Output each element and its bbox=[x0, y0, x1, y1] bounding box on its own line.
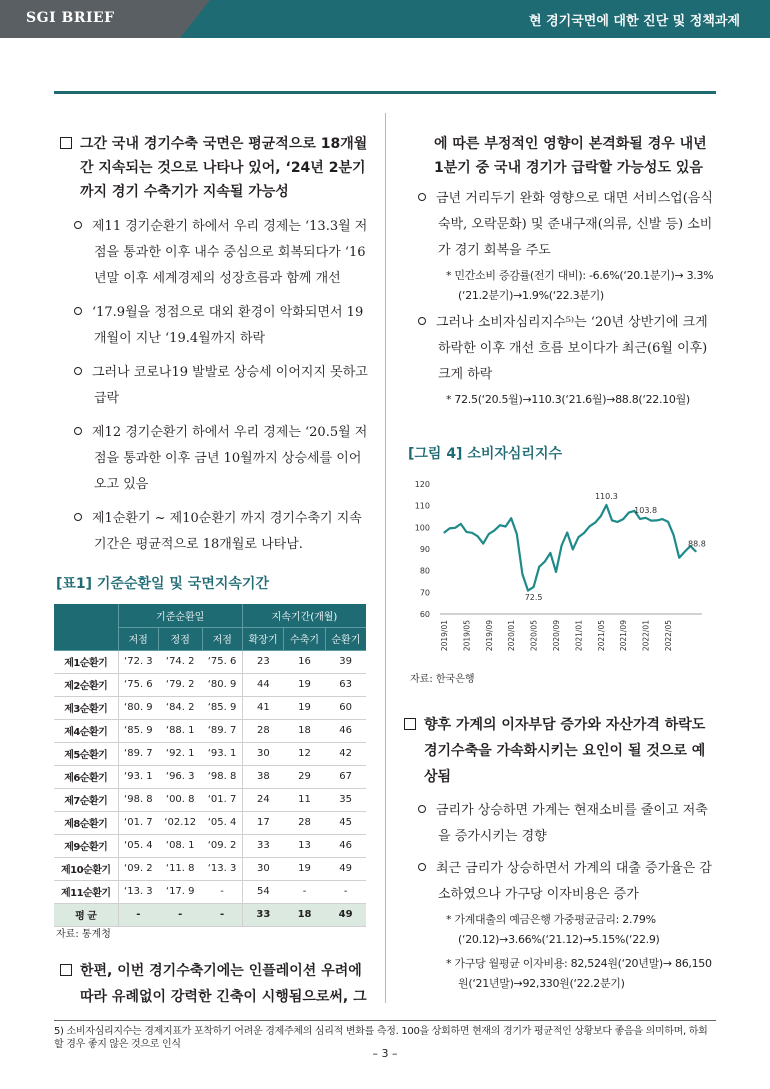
table-caption: [표1] 기준순환일 및 국면지속기간 bbox=[56, 576, 269, 592]
data-point bbox=[505, 526, 506, 527]
square-bullet-icon bbox=[60, 964, 72, 976]
y-tick-label: 60 bbox=[419, 610, 430, 619]
data-point bbox=[679, 557, 680, 558]
table-cell: ‘00. 8 bbox=[158, 788, 202, 811]
table-cell: ‘75. 6 bbox=[202, 650, 242, 673]
table-cell: ‘11. 8 bbox=[158, 857, 202, 880]
circle-bullet-icon bbox=[418, 317, 426, 325]
table-cell: 46 bbox=[325, 719, 366, 742]
row-label: 제8순환기 bbox=[54, 811, 118, 834]
table-cell: 12 bbox=[284, 742, 325, 765]
table-cell: ‘85. 9 bbox=[202, 696, 242, 719]
bullet-item bbox=[402, 798, 718, 850]
data-point bbox=[471, 532, 472, 533]
table-cell: 19 bbox=[284, 857, 325, 880]
row-label: 제7순환기 bbox=[54, 788, 118, 811]
data-point bbox=[639, 518, 640, 519]
right-column-bottom bbox=[402, 712, 718, 994]
data-point bbox=[600, 515, 601, 516]
table-body bbox=[54, 650, 366, 926]
data-point bbox=[466, 531, 467, 532]
bullet-item bbox=[58, 506, 370, 558]
data-point bbox=[578, 537, 579, 538]
table-cell: 29 bbox=[284, 765, 325, 788]
data-point bbox=[494, 530, 495, 531]
chart-caption: [그림 4] 소비자심리지수 bbox=[408, 446, 563, 462]
data-point bbox=[488, 533, 489, 534]
data-point bbox=[527, 590, 528, 591]
table-source: 자료: 통계청 bbox=[56, 929, 111, 940]
table-cell: ‘88. 1 bbox=[158, 719, 202, 742]
table-cell: 39 bbox=[325, 650, 366, 673]
data-point bbox=[684, 551, 685, 552]
main-point-text: 그간 국내 경기수축 국면은 평균적으로 18개월간 지속되는 것으로 나타나 있어, ‘24년 2분기까지 경기 수축기가 지속될 가능성 bbox=[80, 136, 368, 200]
table-cell: 18 bbox=[284, 719, 325, 742]
bullet-text: 제11 경기순환기 하에서 우리 경제는 ‘13.3월 저점을 통과한 이후 내수 중심으로 회복되다가 ‘16년말 이후 세계경제의 성장흐름과 함께 개선 bbox=[92, 219, 368, 286]
header-title: 현 경기국면에 대한 진단 및 정책과제 bbox=[529, 14, 740, 29]
data-point bbox=[544, 561, 545, 562]
data-point bbox=[628, 512, 629, 513]
table-cell: ‘01. 7 bbox=[118, 811, 158, 834]
data-point bbox=[572, 549, 573, 550]
table-cell: 60 bbox=[325, 696, 366, 719]
table-cell: - bbox=[202, 903, 242, 926]
table-row bbox=[54, 650, 366, 673]
table-cell: 46 bbox=[325, 834, 366, 857]
main-point-3 bbox=[402, 712, 718, 790]
bullet-text: 금리가 상승하면 가계는 현재소비를 줄이고 저축을 증가시키는 경향 bbox=[436, 803, 708, 844]
bullet-item bbox=[402, 310, 718, 388]
brand-name: SGI BRIEF bbox=[26, 10, 115, 26]
x-tick-label: 2020/01 bbox=[507, 620, 517, 652]
table-cell: ‘92. 1 bbox=[158, 742, 202, 765]
table-cell: ‘72. 3 bbox=[118, 650, 158, 673]
table-cell: 30 bbox=[242, 857, 283, 880]
row-label: 제4순환기 bbox=[54, 719, 118, 742]
table-group-header: 기준순환일 bbox=[118, 604, 242, 627]
table-cell: ‘93. 1 bbox=[202, 742, 242, 765]
data-point bbox=[583, 532, 584, 533]
table-cell: - bbox=[202, 880, 242, 903]
data-point bbox=[656, 520, 657, 521]
page-number: – 3 – bbox=[372, 1047, 398, 1060]
data-point bbox=[673, 535, 674, 536]
circle-bullet-icon bbox=[418, 193, 426, 201]
table-cell: 33 bbox=[242, 834, 283, 857]
row-label: 제6순환기 bbox=[54, 765, 118, 788]
table-cell: - bbox=[118, 903, 158, 926]
x-tick-label: 2021/05 bbox=[596, 620, 606, 652]
table-column-header: 저점 bbox=[118, 627, 158, 650]
series-line bbox=[444, 505, 696, 591]
data-point bbox=[539, 566, 540, 567]
column-divider bbox=[385, 113, 386, 1003]
table-cell: ‘79. 2 bbox=[158, 673, 202, 696]
table-cell: 23 bbox=[242, 650, 283, 673]
table-cell: ‘85. 9 bbox=[118, 719, 158, 742]
table-row bbox=[54, 673, 366, 696]
table-row bbox=[54, 696, 366, 719]
bullet-text: 최근 금리가 상승하면서 가계의 대출 증가율은 감소하였으나 가구당 이자비용은 증가 bbox=[436, 861, 712, 902]
data-point bbox=[443, 532, 444, 533]
x-tick-label: 2019/01 bbox=[440, 620, 449, 652]
left-column bbox=[58, 132, 370, 558]
table-column-header: 정점 bbox=[158, 627, 202, 650]
table-cell: 11 bbox=[284, 788, 325, 811]
y-tick-label: 120 bbox=[414, 480, 430, 489]
data-point bbox=[561, 545, 562, 546]
row-label: 제3순환기 bbox=[54, 696, 118, 719]
top-rule bbox=[54, 91, 716, 94]
y-tick-label: 100 bbox=[414, 523, 430, 533]
table-row bbox=[54, 880, 366, 903]
note-item: * 가계대출의 예금은행 가중평균금리: 2.79%(‘20.12)→3.66%(‘21.12)→5.15%(‘22.9) bbox=[446, 913, 660, 946]
table-cell: ‘01. 7 bbox=[202, 788, 242, 811]
data-point bbox=[483, 543, 484, 544]
table-row bbox=[54, 834, 366, 857]
table-cell: ‘05. 4 bbox=[202, 811, 242, 834]
note-item: * 가구당 월평균 이자비용: 82,524원(‘20년말)→ 86,150원(‘21년말)→92,330원(‘22.2분기) bbox=[446, 957, 712, 990]
table-cell: 28 bbox=[284, 811, 325, 834]
table-cell: 54 bbox=[242, 880, 283, 903]
data-point bbox=[499, 525, 500, 526]
table-cell: 41 bbox=[242, 696, 283, 719]
table-cell: ‘74. 2 bbox=[158, 650, 202, 673]
table-row bbox=[54, 857, 366, 880]
table-cell: 19 bbox=[284, 673, 325, 696]
square-bullet-icon bbox=[60, 137, 72, 149]
table-cell: 28 bbox=[242, 719, 283, 742]
table-cell: - bbox=[284, 880, 325, 903]
table-cell: 67 bbox=[325, 765, 366, 788]
circle-bullet-icon bbox=[418, 805, 426, 813]
y-tick-label: 80 bbox=[419, 566, 430, 576]
consumer-sentiment-chart bbox=[400, 470, 712, 670]
row-label: 제9순환기 bbox=[54, 834, 118, 857]
table-cell: ‘13. 3 bbox=[118, 880, 158, 903]
data-point bbox=[533, 586, 534, 587]
data-point bbox=[555, 571, 556, 572]
footnote: 5) 소비자심리지수는 경제지표가 포착하기 어려운 경제주체의 심리적 변화를 측정. 100을 상회하면 현재의 경기가 평균적인 상황보다 좋음을 의미하며, 하회할 경우 좋지 않은 것으로 인식 bbox=[54, 1020, 716, 1051]
table-cell: ‘80. 9 bbox=[202, 673, 242, 696]
table-cell: - bbox=[325, 880, 366, 903]
bullet-text: ‘17.9월을 정점으로 대외 환경이 악화되면서 19개월이 지난 ‘19.4월까지 하락 bbox=[92, 305, 364, 346]
main-point bbox=[58, 132, 370, 204]
table-cell: - bbox=[158, 903, 202, 926]
x-tick-label: 2019/05 bbox=[462, 620, 472, 652]
table-cell: ‘98. 8 bbox=[202, 765, 242, 788]
business-cycle-table bbox=[54, 604, 366, 927]
data-point bbox=[617, 521, 618, 522]
y-tick-label: 110 bbox=[414, 501, 430, 511]
bullet-item bbox=[58, 300, 370, 352]
data-point bbox=[455, 527, 456, 528]
data-point bbox=[645, 517, 646, 518]
data-point bbox=[606, 504, 607, 505]
continued-text-body: 에 따른 부정적인 영향이 본격화될 경우 내년 1분기 중 국내 경기가 급락할 가능성도 있음 bbox=[434, 136, 707, 176]
table-column-header: 저점 bbox=[202, 627, 242, 650]
bullet-text: 그러나 소비자심리지수⁵⁾는 ‘20년 상반기에 크게 하락한 이후 개선 흐름 보이다가 최근(6월 이후) 크게 하락 bbox=[436, 315, 708, 382]
table-cell: 38 bbox=[242, 765, 283, 788]
main-point-text: 향후 가계의 이자부담 증가와 자산가격 하락도 경기수축을 가속화시키는 요인이 될 것으로 예상됨 bbox=[424, 717, 706, 785]
data-label: 110.3 bbox=[594, 492, 618, 502]
table-cell: ‘89. 7 bbox=[118, 742, 158, 765]
table-row bbox=[54, 719, 366, 742]
x-tick-label: 2022/05 bbox=[664, 620, 673, 652]
table-cell: 45 bbox=[325, 811, 366, 834]
data-point bbox=[460, 523, 461, 524]
data-point bbox=[511, 518, 512, 519]
circle-bullet-icon bbox=[74, 367, 82, 375]
table-cell: 49 bbox=[325, 857, 366, 880]
data-point bbox=[651, 520, 652, 521]
data-point bbox=[611, 520, 612, 521]
table-cell: 63 bbox=[325, 673, 366, 696]
bullet-item bbox=[58, 420, 370, 498]
row-label: 제10순환기 bbox=[54, 857, 118, 880]
data-label: 103.8 bbox=[634, 506, 658, 516]
table-cell: 35 bbox=[325, 788, 366, 811]
data-point bbox=[477, 536, 478, 537]
table-cell: ‘80. 9 bbox=[118, 696, 158, 719]
data-point bbox=[695, 551, 696, 552]
table-cell: ‘84. 2 bbox=[158, 696, 202, 719]
circle-bullet-icon bbox=[74, 307, 82, 315]
table-cell: ‘93. 1 bbox=[118, 765, 158, 788]
data-point bbox=[667, 521, 668, 522]
data-label: 88.8 bbox=[688, 539, 706, 549]
bullet-item bbox=[58, 360, 370, 412]
row-label: 제5순환기 bbox=[54, 742, 118, 765]
data-point bbox=[662, 519, 663, 520]
y-tick-label: 70 bbox=[419, 588, 430, 598]
data-point bbox=[449, 528, 450, 529]
x-tick-label: 2020/05 bbox=[529, 620, 539, 652]
table-corner bbox=[54, 604, 118, 650]
row-label: 제2순환기 bbox=[54, 673, 118, 696]
table-cell: ‘02.12 bbox=[158, 811, 202, 834]
table-row bbox=[54, 811, 366, 834]
table-cell: 13 bbox=[284, 834, 325, 857]
circle-bullet-icon bbox=[418, 863, 426, 871]
data-label: 72.5 bbox=[524, 592, 543, 602]
table-cell: 42 bbox=[325, 742, 366, 765]
table-cell: 44 bbox=[242, 673, 283, 696]
table-cell: ‘09. 2 bbox=[202, 834, 242, 857]
data-point bbox=[589, 526, 590, 527]
bullet-text: 제1순환기 ~ 제10순환기 까지 경기수축기 지속기간은 평균적으로 18개월로 나타남. bbox=[92, 511, 362, 552]
table-cell: 17 bbox=[242, 811, 283, 834]
table-group-header: 지속기간(개월) bbox=[242, 604, 366, 627]
table-cell: 30 bbox=[242, 742, 283, 765]
table-cell: ‘75. 6 bbox=[118, 673, 158, 696]
bullet-text: 제12 경기순환기 하에서 우리 경제는 ‘20.5월 저점을 통과한 이후 금년 10월까지 상승세를 이어오고 있음 bbox=[92, 425, 368, 492]
bullet-item bbox=[402, 186, 718, 264]
table-column-header: 확장기 bbox=[242, 627, 283, 650]
table-cell: ‘96. 3 bbox=[158, 765, 202, 788]
bullet-text: 금년 거리두기 완화 영향으로 대면 서비스업(음식숙박, 오락문화) 및 준내구재(의류, 신발 등) 소비가 경기 회복을 주도 bbox=[436, 191, 713, 258]
table-cell: 24 bbox=[242, 788, 283, 811]
data-point bbox=[595, 522, 596, 523]
table-cell: ‘89. 7 bbox=[202, 719, 242, 742]
continued-text bbox=[402, 132, 718, 180]
table-cell: 16 bbox=[284, 650, 325, 673]
table-cell: ‘05. 4 bbox=[118, 834, 158, 857]
data-point bbox=[567, 532, 568, 533]
data-point bbox=[522, 574, 523, 575]
data-point bbox=[516, 533, 517, 534]
note-item: * 민간소비 증감률(전기 대비): -6.6%(‘20.1분기)→ 3.3%(‘21.2분기)→1.9%(‘22.3분기) bbox=[446, 269, 714, 302]
x-tick-label: 2019/09 bbox=[484, 620, 494, 652]
table-cell: 19 bbox=[284, 696, 325, 719]
x-tick-label: 2022/01 bbox=[641, 620, 651, 652]
table-cell: ‘98. 8 bbox=[118, 788, 158, 811]
x-tick-label: 2021/09 bbox=[619, 620, 629, 652]
row-label: 제11순환기 bbox=[54, 880, 118, 903]
x-tick-label: 2021/01 bbox=[574, 620, 584, 652]
circle-bullet-icon bbox=[74, 513, 82, 521]
row-label: 제1순환기 bbox=[54, 650, 118, 673]
circle-bullet-icon bbox=[74, 427, 82, 435]
main-point-2 bbox=[58, 958, 370, 1010]
table-cell: ‘13. 3 bbox=[202, 857, 242, 880]
y-tick-label: 90 bbox=[419, 545, 430, 554]
table-cell: ‘09. 2 bbox=[118, 857, 158, 880]
table-cell: ‘08. 1 bbox=[158, 834, 202, 857]
page-header bbox=[0, 0, 770, 38]
table-column-header: 수축기 bbox=[284, 627, 325, 650]
right-column-top bbox=[402, 132, 718, 410]
table-average-row bbox=[54, 903, 366, 926]
square-bullet-icon bbox=[404, 718, 416, 730]
row-label: 평 균 bbox=[54, 903, 118, 926]
table-cell: 49 bbox=[325, 903, 366, 926]
table-cell: ‘17. 9 bbox=[158, 880, 202, 903]
x-tick-label: 2020/09 bbox=[552, 620, 561, 652]
table-column-header: 순환기 bbox=[325, 627, 366, 650]
main-point-text: 한편, 이번 경기수축기에는 인플레이션 우려에 따라 유례없이 강력한 긴축이 시행됨으로써, 그 bbox=[80, 963, 367, 1005]
bullet-item bbox=[402, 856, 718, 908]
table-row bbox=[54, 788, 366, 811]
bullet-item bbox=[58, 214, 370, 292]
chart-source: 자료: 한국은행 bbox=[410, 674, 475, 685]
table-row bbox=[54, 742, 366, 765]
table-cell: 18 bbox=[284, 903, 325, 926]
circle-bullet-icon bbox=[74, 221, 82, 229]
data-point bbox=[623, 519, 624, 520]
note-item: * 72.5(‘20.5월)→110.3(‘21.6월)→88.8(‘22.10월) bbox=[446, 393, 690, 406]
bullet-text: 그러나 코로나19 발발로 상승세 이어지지 못하고 급락 bbox=[92, 365, 368, 406]
data-point bbox=[550, 552, 551, 553]
table-cell: 33 bbox=[242, 903, 283, 926]
table-row bbox=[54, 765, 366, 788]
